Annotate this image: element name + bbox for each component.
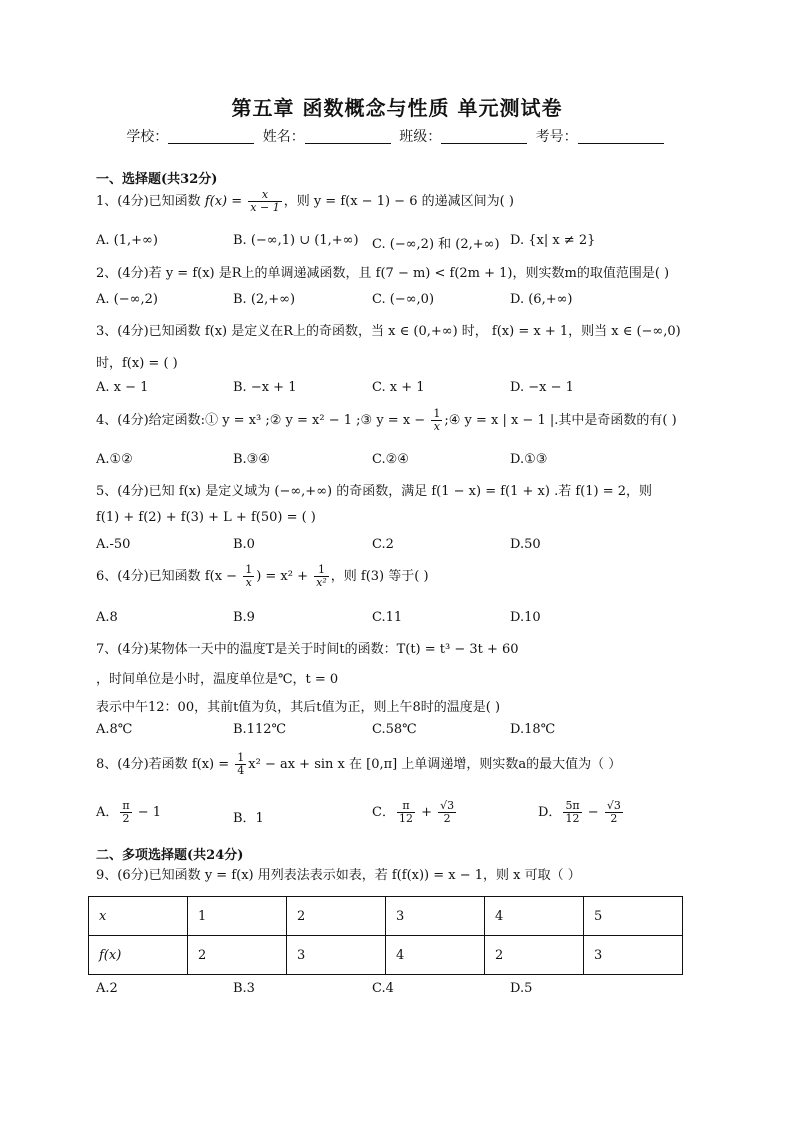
q4-options: [96, 452, 696, 472]
question-7-line-1: 7、(4分)某物体一天中的温度T是关于时间t的函数：T(t) = t³ − 3t + 60: [96, 642, 519, 657]
table-cell: 2: [485, 936, 584, 975]
q1-rest: ，则 y = f(x − 1) − 6 的递减区间为( ): [283, 194, 514, 209]
q1-option-d[interactable]: D. {x| x ≠ 2}: [510, 233, 596, 248]
q8-option-b[interactable]: B．1: [233, 811, 264, 826]
q6-rest: ，则 f(3) 等于( ): [330, 569, 429, 584]
q2-option-b[interactable]: B. (2,+∞): [233, 292, 296, 307]
table-cell: 2: [188, 936, 287, 975]
question-3-line-2: 时，f(x) = ( ): [96, 356, 178, 371]
q6-fraction-2-num: 1: [314, 564, 329, 577]
question-6: [96, 564, 429, 589]
q7-option-b[interactable]: B.112℃: [233, 722, 287, 737]
q8-option-d-fraction-2: [605, 800, 623, 825]
q7-options: [96, 722, 696, 742]
q8-fraction-num: 1: [237, 751, 245, 764]
q2-options: [96, 292, 696, 312]
q1-fraction-den: x − 1: [250, 201, 280, 214]
q8-option-d-num-2: √3: [606, 799, 621, 812]
q4-option-c[interactable]: C.②④: [372, 452, 409, 467]
q8-fraction: [235, 752, 246, 777]
q8-option-d-den-2: 2: [610, 812, 618, 825]
table-cell: 4: [485, 897, 584, 936]
q1-options: [96, 233, 696, 253]
q9-option-d[interactable]: D.5: [510, 981, 533, 996]
q4-fraction-den: x: [433, 420, 440, 433]
q8-option-d-fraction-1: [563, 800, 581, 825]
q3-option-a[interactable]: A. x − 1: [96, 380, 149, 395]
q1-option-b[interactable]: B. (−∞,1) ∪ (1,+∞): [233, 233, 359, 248]
question-1: [96, 189, 514, 214]
q5-option-d[interactable]: D.50: [510, 537, 541, 552]
q6-fraction-1-den: x: [245, 576, 252, 589]
q8-option-d-label: D．: [538, 805, 562, 820]
q4-fraction: [431, 408, 442, 433]
q6-option-a[interactable]: A.8: [96, 610, 118, 625]
q8-option-c[interactable]: [372, 800, 458, 825]
q8-option-c-label: C．: [372, 805, 395, 820]
question-9: 9、(6分)已知函数 y = f(x) 用列表法表示如表，若 f(f(x)) = x − 1，则 x 可取（ ）: [96, 868, 581, 883]
question-4: [96, 408, 677, 433]
page-title: 第五章 函数概念与性质 单元测试卷: [231, 96, 563, 120]
q5-option-c[interactable]: C.2: [372, 537, 394, 552]
q8-option-c-fraction-2: [438, 800, 456, 825]
table-cell: 1: [188, 897, 287, 936]
school-label: 学校：: [126, 129, 169, 145]
q6-options: [96, 610, 696, 630]
q8-option-d-mid: −: [583, 805, 603, 820]
q1-option-c[interactable]: C. (−∞,2) 和 (2,+∞): [372, 237, 500, 252]
exam-no-blank[interactable]: [578, 128, 664, 144]
q2-option-d[interactable]: D. (6,+∞): [510, 292, 573, 307]
q1-fx: f(x) =: [204, 194, 247, 209]
question-5-line-2: f(1) + f(2) + f(3) + L + f(50) = ( ): [96, 510, 316, 525]
q8-option-a[interactable]: [96, 800, 161, 825]
table-row: [89, 936, 683, 975]
q6-fraction-1: [243, 564, 254, 589]
table-cell: 2: [287, 897, 386, 936]
q4-option-b[interactable]: B.③④: [233, 452, 270, 467]
question-3-line-1: 3、(4分)已知函数 f(x) 是定义在R上的奇函数，当 x ∈ (0,+∞) 时， f(x) = x + 1，则当 x ∈ (−∞,0): [96, 324, 681, 339]
table-cell: 3: [386, 897, 485, 936]
q5-option-b[interactable]: B.0: [233, 537, 255, 552]
q7-option-a[interactable]: A.8℃: [96, 722, 133, 737]
q9-option-b[interactable]: B.3: [233, 981, 255, 996]
table-cell-header-fx: f(x): [89, 936, 188, 975]
q6-fraction-2: [314, 564, 329, 589]
q9-value-table: [88, 896, 683, 975]
q1-option-a[interactable]: A. (1,+∞): [96, 233, 158, 248]
q8-option-a-tail: − 1: [133, 805, 162, 820]
q8-option-c-mid: +: [416, 805, 437, 820]
q4-prefix: 4、(4分)给定函数:① y = x³ ;② y = x² − 1 ;③ y = x −: [96, 413, 430, 428]
q9-options: [96, 981, 696, 1001]
q3-options: [96, 380, 696, 400]
q6-mid: ) = x² +: [256, 569, 313, 584]
class-blank[interactable]: [441, 128, 527, 144]
q6-option-c[interactable]: C.11: [372, 610, 403, 625]
q8-options: [96, 800, 696, 834]
student-info-line: [0, 126, 794, 146]
q1-fraction: [248, 189, 281, 214]
q8-option-a-den: 2: [122, 812, 130, 825]
q2-option-a[interactable]: A. (−∞,2): [96, 292, 158, 307]
name-label: 姓名：: [262, 129, 305, 145]
exam-no-label: 考号：: [535, 129, 578, 145]
question-5-line-1: 5、(4分)已知 f(x) 是定义域为 (−∞,+∞) 的奇函数，满足 f(1 − x) = f(1 + x) .若 f(1) = 2，则: [96, 484, 652, 499]
q7-option-c[interactable]: C.58℃: [372, 722, 417, 737]
q1-fraction-num: x: [248, 189, 281, 202]
table-cell: 4: [386, 936, 485, 975]
q8-fraction-den: 4: [237, 764, 245, 777]
question-7-line-3: 表示中午12：00，其前t值为负，其后t值为正，则上午8时的温度是( ): [96, 700, 501, 715]
q5-options: [96, 537, 696, 557]
q8-option-c-den-2: 2: [443, 812, 451, 825]
q3-option-c[interactable]: C. x + 1: [372, 380, 425, 395]
q4-fraction-num: 1: [433, 407, 441, 420]
question-8: [96, 752, 621, 777]
q8-option-a-label: A．: [96, 805, 119, 820]
table-cell: 5: [584, 897, 683, 936]
table-row: [89, 897, 683, 936]
q8-option-a-num: π: [122, 799, 130, 812]
name-blank[interactable]: [305, 128, 391, 144]
q9-option-a[interactable]: A.2: [96, 981, 118, 996]
q8-option-c-num-2: √3: [440, 799, 455, 812]
q6-prefix: 6、(4分)已知函数 f(x −: [96, 569, 242, 584]
q6-fraction-2-den: x²: [316, 576, 327, 589]
table-cell: 3: [584, 936, 683, 975]
q6-option-d[interactable]: D.10: [510, 610, 541, 625]
q9-option-c[interactable]: C.4: [372, 981, 394, 996]
section-title-multi-choice: 二、多项选择题(共24分): [96, 848, 244, 863]
table-cell-header-x: x: [89, 897, 188, 936]
q8-rest: x² − ax + sin x 在 [0,π] 上单调递增，则实数a的最大值为（ ）: [248, 757, 622, 772]
class-label: 班级：: [399, 129, 442, 145]
school-blank[interactable]: [168, 128, 254, 144]
q3-option-d[interactable]: D. −x − 1: [510, 380, 574, 395]
q8-option-d-num-1: 5π: [565, 799, 580, 812]
q7-option-d[interactable]: D.18℃: [510, 722, 556, 737]
section-title-single-choice: 一、选择题(共32分): [96, 172, 218, 187]
q1-prefix: 1、(4分)已知函数: [96, 194, 205, 209]
question-7-line-2: ，时间单位是小时，温度单位是℃，t = 0: [96, 672, 339, 687]
q4-option-a[interactable]: A.①②: [96, 452, 133, 467]
q2-option-c[interactable]: C. (−∞,0): [372, 292, 435, 307]
q8-option-c-den-1: 12: [398, 812, 413, 825]
q8-option-d[interactable]: [538, 800, 625, 825]
q4-option-d[interactable]: D.①③: [510, 452, 548, 467]
question-2: 2、(4分)若 y = f(x) 是R上的单调递减函数，且 f(7 − m) < f(2m + 1)，则实数m的取值范围是( ): [96, 266, 670, 281]
table-cell: 3: [287, 936, 386, 975]
q4-rest: ;④ y = x | x − 1 |.其中是奇函数的有( ): [444, 413, 677, 428]
q5-option-a[interactable]: A.-50: [96, 537, 131, 552]
q6-option-b[interactable]: B.9: [233, 610, 255, 625]
q8-option-c-fraction-1: [397, 800, 415, 825]
q8-option-c-num-1: π: [397, 800, 415, 813]
q8-option-d-den-1: 12: [565, 812, 580, 825]
q6-fraction-1-num: 1: [245, 563, 253, 576]
q8-prefix: 8、(4分)若函数 f(x) =: [96, 757, 234, 772]
q3-option-b[interactable]: B. −x + 1: [233, 380, 297, 395]
q8-option-a-fraction: [120, 800, 131, 825]
